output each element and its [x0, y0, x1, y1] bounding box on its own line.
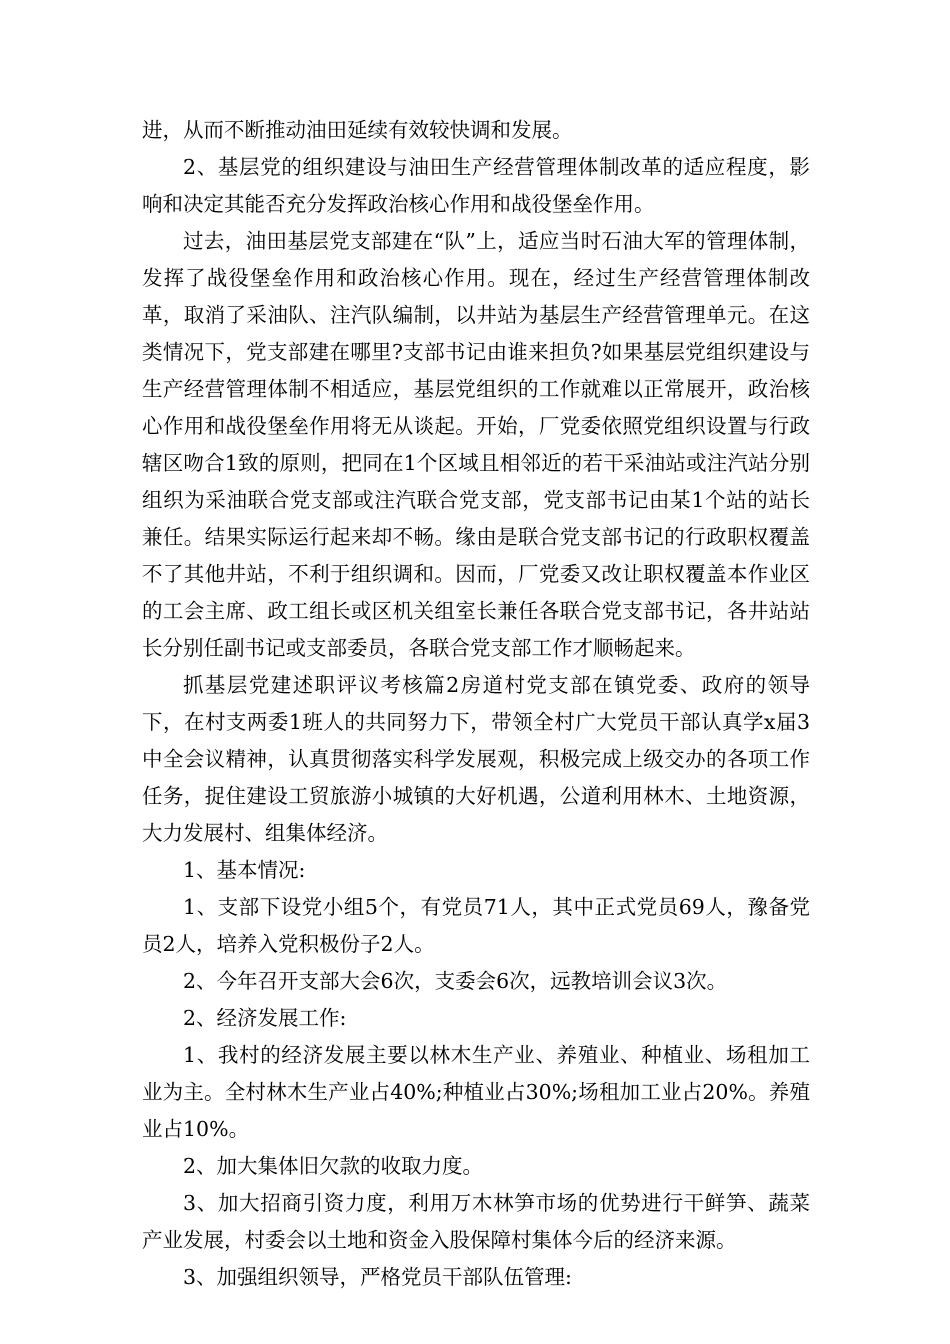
section-heading: 1、基本情况: — [183, 858, 306, 882]
paragraph: 3、加大招商引资力度，利用万木林笋市场的优势进行干鲜笋、蔬菜产业发展，村委会以土地和资金入股保障村集体今后的经济来源。 — [142, 1191, 810, 1252]
section-heading: 3、加强组织领导，严格党员干部队伍管理: — [183, 1265, 572, 1289]
paragraph: 过去，油田基层党支部建在“队”上，适应当时石油大军的管理体制，发挥了战役堡垒作用和政治核心作用。现在，经过生产经营管理体制改革，取消了采油队、注汽队编制，以井站为基层生产经营管理单元。在这类情况下，党支部建在哪里?支部书记由谁来担负?如果基层党组织建设与生产经营管理体制不相适应，基层党组织的工作就难以正常展开，政治核心作用和战役堡垒作用将无从谈起。开始，厂党委依照党组织设置与行政辖区吻合1致的原则，把同在1个区域且相邻近的若干采油站或注汽站分别组织为采油联合党支部或注汽联合党支部，党支部书记由某1个站的站长兼任。结果实际运行起来却不畅。缘由是联合党支部书记的行政职权覆盖不了其他井站，不利于组织调和。因而，厂党委又改让职权覆盖本作业区的工会主席、政工组长或区机关组室长兼任各联合党支部书记，各井站站长分别任副书记或支部委员，各联合党支部工作才顺畅起来。 — [142, 229, 810, 660]
document-body — [142, 112, 810, 1296]
paragraph: 抓基层党建述职评议考核篇2房道村党支部在镇党委、政府的领导下，在村支两委1班人的共同努力下，带领全村广大党员干部认真学x届3中全会议精神，认真贯彻落实科学发展观，积极完成上级交办的各项工作任务，捉住建设工贸旅游小城镇的大好机遇，公道利用林木、土地资源，大力发展村、组集体经济。 — [142, 673, 810, 845]
paragraph: 1、支部下设党小组5个，有党员71人，其中正式党员69人，豫备党员2人，培养入党积极份子2人。 — [142, 895, 810, 956]
paragraph: 2、今年召开支部大会6次，支委会6次，远教培训会议3次。 — [183, 969, 728, 993]
section-heading: 2、经济发展工作: — [183, 1006, 347, 1030]
paragraph: 进，从而不断推动油田延续有效较快调和发展。 — [142, 118, 573, 142]
paragraph: 1、我村的经济发展主要以林木生产业、养殖业、种植业、场租加工业为主。全村林木生产业占40%;种植业占30%;场租加工业占20%。养殖业占10%。 — [142, 1043, 810, 1141]
paragraph: 2、加大集体旧欠款的收取力度。 — [183, 1154, 484, 1178]
paragraph: 2、基层党的组织建设与油田生产经营管理体制改革的适应程度，影响和决定其能否充分发挥政治核心作用和战役堡垒作用。 — [142, 155, 810, 216]
